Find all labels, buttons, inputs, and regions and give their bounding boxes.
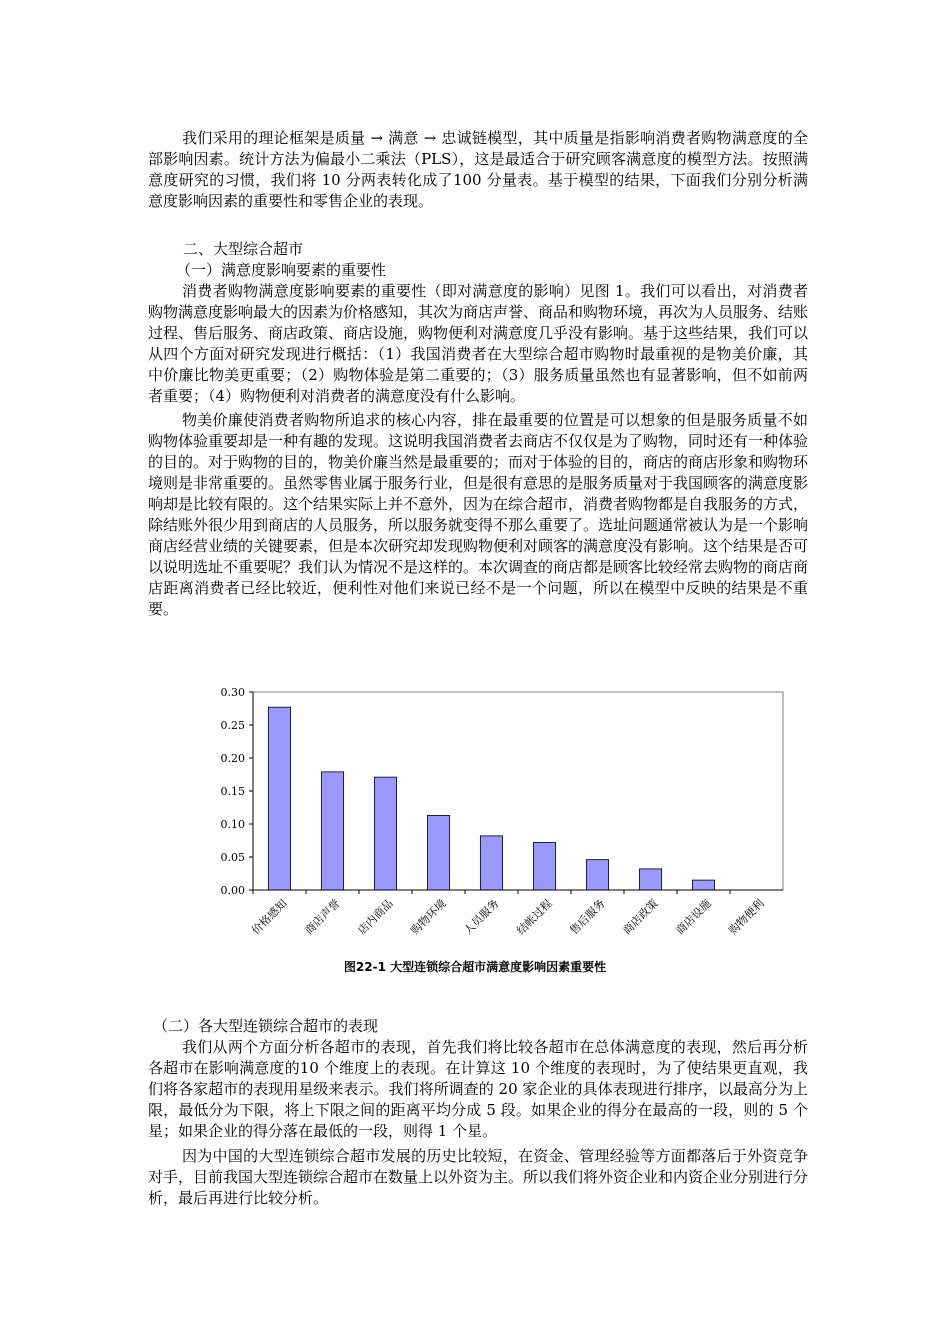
x-tick-label: 价格感知 xyxy=(249,896,290,938)
subsection-heading-performance: （二）各大型连锁综合超市的表现 xyxy=(153,1017,379,1035)
analysis-paragraph: 因为中国的大型连锁综合超市发展的历史比较短，在资金、管理经验等方面都落后于外资竞争对手，目前我国大型连锁综合超市在数量上以外资为主。所以我们将外资企业和内资企业分别进行分析，最后再进行比较分析。 xyxy=(148,1147,809,1207)
y-tick-label: 0.20 xyxy=(220,752,245,765)
y-tick-label: 0.25 xyxy=(220,719,245,732)
importance-paragraph: 消费者购物满意度影响要素的重要性（即对满意度的影响）见图 1。我们可以看出，对消费者购物满意度影响最大的因素为价格感知，其次为商店声誉、商品和购物环境，再次为人员服务、结账过程、售后服务、商店政策、商店设施，购物便利对满意度几乎没有影响。基于这些结果，我们可以从四个方面对研究发现进行概括：（1）我国消费者在大型综合超市购物时最重视的是物美价廉，其中价廉比物美更重要；（2）购物体验是第二重要的；（3）服务质量虽然也有显著影响，但不如前两者重要；（4）购物便利对消费者的满意度没有什么影响。 xyxy=(148,282,809,405)
y-tick-label: 0.00 xyxy=(220,884,245,897)
y-tick-label: 0.15 xyxy=(220,785,245,798)
bar xyxy=(533,842,555,890)
bar xyxy=(639,869,661,890)
intro-paragraph: 我们采用的理论框架是质量 → 满意 → 忠诚链模型，其中质量是指影响消费者购物满意度的全部影响因素。统计方法为偏最小二乘法（PLS），这是最适合于研究顾客满意度的模型方法。按照满意度研究的习惯，我们将 10 分两表转化成了100 分量表。基于模型的结果，下面我们分别分析满意度影响因素的重要性和零售企业的表现。 xyxy=(148,129,808,210)
y-tick-label: 0.30 xyxy=(220,686,245,699)
y-tick-label: 0.10 xyxy=(220,818,245,831)
bar xyxy=(586,860,608,890)
x-tick-label: 店内商品 xyxy=(355,896,396,938)
subsection-heading-importance: （一）满意度影响要素的重要性 xyxy=(176,261,387,279)
x-tick-label: 商店政策 xyxy=(620,896,661,938)
bar xyxy=(268,707,290,890)
x-tick-label: 购物环境 xyxy=(408,896,449,938)
bar xyxy=(692,880,714,890)
x-tick-label: 商店设施 xyxy=(673,896,714,938)
x-tick-label: 售后服务 xyxy=(567,896,608,938)
bar xyxy=(374,777,396,890)
x-tick-label: 购物便利 xyxy=(726,896,767,938)
x-tick-label: 结帐过程 xyxy=(514,896,555,938)
x-tick-label: 人员服务 xyxy=(461,896,502,938)
x-tick-label: 商店声誉 xyxy=(302,896,343,938)
figure-caption: 图22-1 大型连锁综合超市满意度影响因素重要性 xyxy=(343,960,607,974)
performance-paragraph: 我们从两个方面分析各超市的表现，首先我们将比较各超市在总体满意度的表现，然后再分析各超市在影响满意度的10 个维度上的表现。在计算这 10 个维度的表现时，为了使结果更直观，我们将各家超市的表现用星级来表示。我们将所调查的 20 家企业的具体表现进行排序，以最高分为上限，最低分为下限，将上下限之间的距离平均分成 5 段。如果企业的得分在最高的一段，则的 5 个星；如果企业的得分落在最低的一段，则得 1 个星。 xyxy=(148,1038,808,1140)
y-tick-label: 0.05 xyxy=(220,851,245,864)
bar xyxy=(427,815,449,890)
discussion-paragraph: 物美价廉使消费者购物所追求的核心内容，排在最重要的位置是可以想象的但是服务质量不如购物体验重要却是一种有趣的发现。这说明我国消费者去商店不仅仅是为了购物，同时还有一种体验的目的。对于购物的目的，物美价廉当然是最重要的；而对于体验的目的，商店的商店形象和购物环境则是非常重要的。虽然零售业属于服务行业，但是很有意思的是服务质量对于我国顾客的满意度影响却是比较有限的。这个结果实际上并不意外，因为在综合超市，消费者购物都是自我服务的方式，除结账外很少用到商店的人员服务，所以服务就变得不那么重要了。选址问题通常被认为是一个影响商店经营业绩的关键要素，但是本次研究却发现购物便利对顾客的满意度没有影响。这个结果是否可以说明选址不重要呢？我们认为情况不是这样的。本次调查的商店都是顾客比较经常去购物的商店商店距离消费者已经比较近，便利性对他们来说已经不是一个问题，所以在模型中反映的结果是不重要。 xyxy=(148,411,809,618)
importance-bar-chart xyxy=(205,676,805,976)
section-heading: 二、大型综合超市 xyxy=(183,240,304,258)
bar xyxy=(321,772,343,890)
bar xyxy=(480,836,502,890)
